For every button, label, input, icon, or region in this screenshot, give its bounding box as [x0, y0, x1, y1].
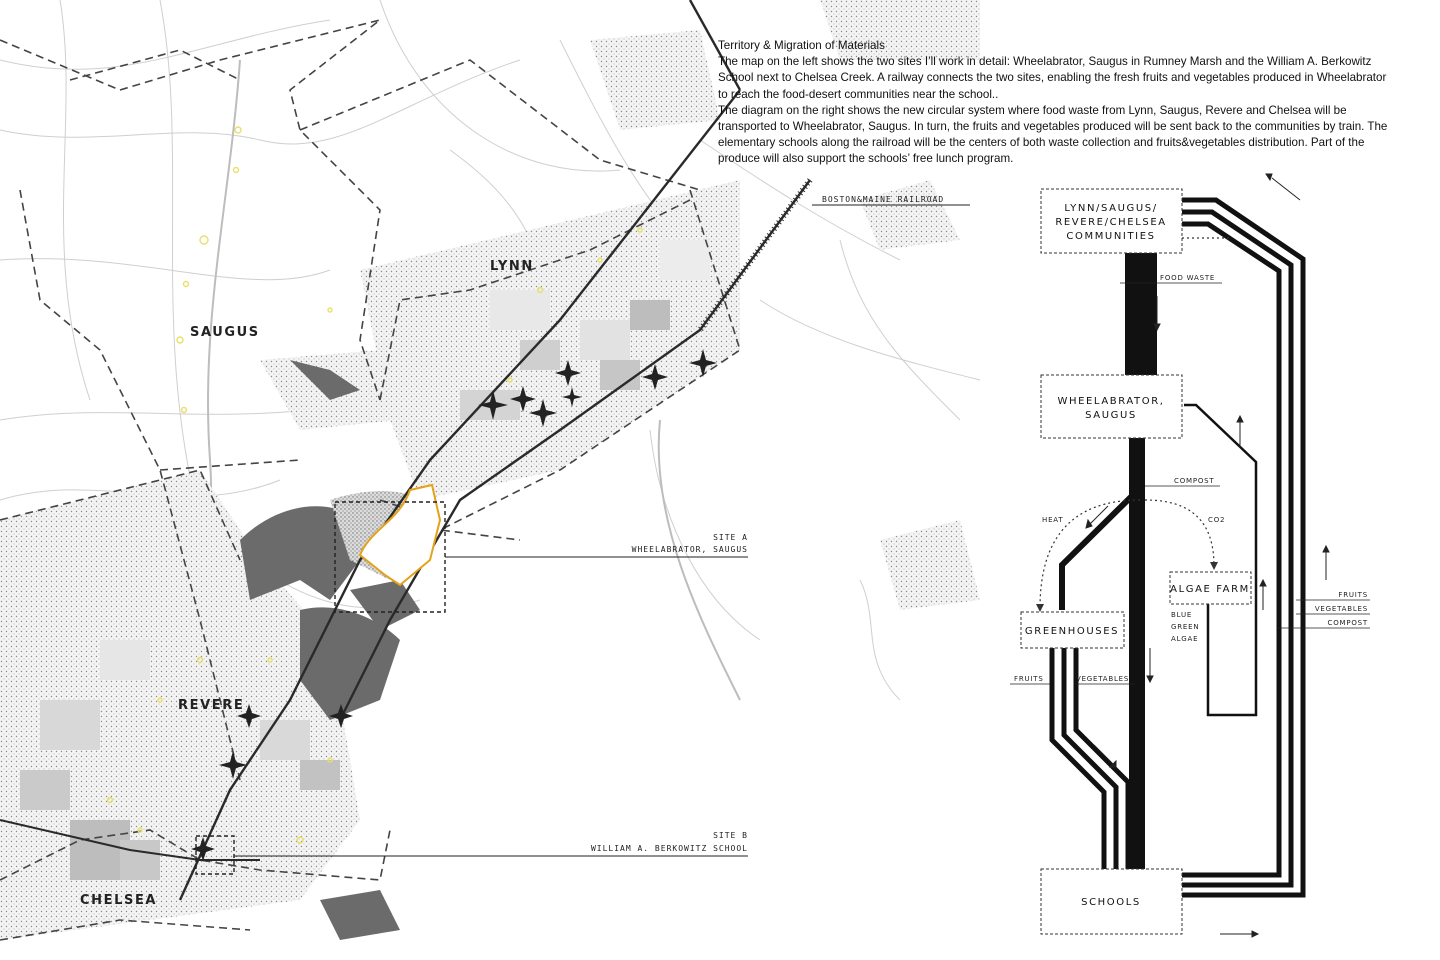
- algae-blue-label: BLUE: [1171, 611, 1193, 619]
- schools-label: SCHOOLS: [1081, 897, 1141, 908]
- town-label-saugus: SAUGUS: [190, 325, 260, 340]
- compost-label: COMPOST: [1174, 477, 1215, 485]
- compost-right-label: COMPOST: [1327, 619, 1368, 627]
- description-title: Territory & Migration of Materials: [718, 39, 885, 52]
- site-b-label: SITE B: [713, 831, 748, 840]
- site-a-name: WHEELABRATOR, SAUGUS: [631, 545, 748, 554]
- communities-label-2: REVERE/CHELSEA: [1055, 217, 1167, 228]
- food-waste-trunk: [1125, 253, 1157, 375]
- compost-trunk: [1129, 438, 1145, 870]
- algae-farm-label: ALGAE FARM: [1170, 584, 1250, 595]
- return-produce-lines: [1182, 200, 1303, 895]
- algae-loop: [1184, 405, 1256, 715]
- description-paragraph-2: The diagram on the right shows the new circular system where food waste from Lynn, Saugus, Revere and Chelsea will be transported to Wheelabrator, Saugus. In turn, the fruits and vegetables produced will be sent back to the communities by train. The elementary schools along the railroad will be the centers of both waste collection and fruits&vegetables distribution. Part of the produce will also support the schools’ free lunch program.: [718, 103, 1388, 166]
- description-block: [718, 38, 1390, 168]
- algae-label: ALGAE: [1171, 635, 1199, 643]
- description-paragraph-1: The map on the left shows the two sites I’ll work in detail: Wheelabrator, Saugus in Rumney Marsh and the William A. Berkowitz School next to Chelsea Creek. A railway connects the two sites, enabling the fresh fruits and vegetables produced in Wheelabrator to reach the food-desert communities near the school..: [718, 55, 1387, 101]
- wheelabrator-box: [1041, 375, 1182, 438]
- site-b-name: WILLIAM A. BERKOWITZ SCHOOL: [590, 844, 748, 853]
- communities-label-1: LYNN/SAUGUS/: [1064, 203, 1158, 214]
- communities-box: [1041, 189, 1182, 253]
- vegetables-label: VEGETABLES: [1076, 675, 1130, 683]
- co2-label: CO2: [1208, 516, 1226, 524]
- fruits-label: FRUITS: [1014, 675, 1044, 683]
- town-label-chelsea: CHELSEA: [80, 893, 158, 908]
- algae-green-label: GREEN: [1171, 623, 1200, 631]
- heat-branch: [1062, 488, 1140, 610]
- site-a-label: SITE A: [713, 533, 748, 542]
- fruits-right-label: FRUITS: [1338, 591, 1368, 599]
- greenhouses-label: GREENHOUSES: [1024, 626, 1120, 637]
- wheelabrator-label-2: SAUGUS: [1085, 410, 1137, 421]
- communities-label-3: COMMUNITIES: [1066, 231, 1156, 242]
- algae-farm-box: [1170, 572, 1251, 604]
- heat-label: HEAT: [1042, 516, 1064, 524]
- railroad-label: BOSTON&MAINE RAILROAD: [822, 195, 945, 204]
- town-label-lynn: LYNN: [490, 259, 534, 274]
- vegetables-right-label: VEGETABLES: [1314, 605, 1368, 613]
- wheelabrator-label-1: WHEELABRATOR,: [1057, 396, 1165, 407]
- town-label-revere: REVERE: [178, 698, 245, 713]
- schools-box: [1041, 869, 1182, 934]
- food-waste-label: FOOD WASTE: [1160, 274, 1216, 282]
- greenhouses-box: [1021, 612, 1124, 648]
